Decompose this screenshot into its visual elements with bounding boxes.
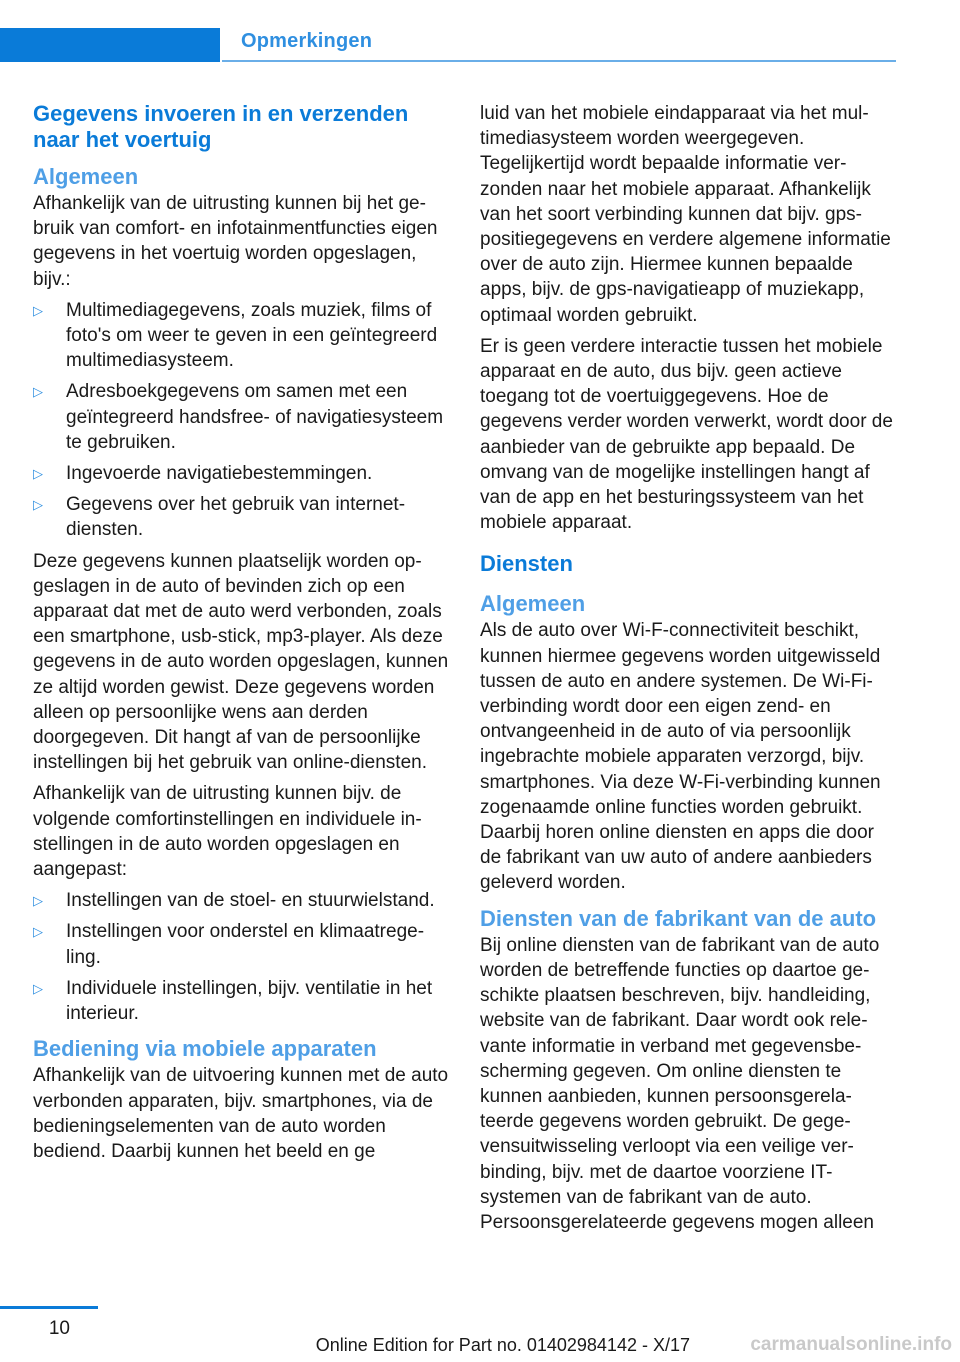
triangle-bullet-icon: ▷ xyxy=(33,893,43,909)
subheading-general: Algemeen xyxy=(480,591,586,617)
paragraph: luid van het mobiele eindapparaat via het multimediasysteem worden weergegeven. Tegelijkertijd wordt bepaalde informatie verzonden naar het mobiele apparaat. Afhankelijk van het soort verbinding kunnen dat bijv. gps-positiegegevens en verdere algemene informatie over de auto zijn. Hiermee kunnen bepaalde apps, bijv. de gps-navigatieapp of muziekapp, optimaal worden gebruikt. xyxy=(480,103,891,326)
list-item xyxy=(33,888,451,913)
heading-data-input: Gegevens invoeren in en verzenden naar het voertuig xyxy=(33,101,409,152)
paragraph: Deze gegevens kunnen plaatselijk worden opgeslagen in de auto of bevinden zich op een apparaat dat met de auto werd verbonden, zoals een smartphone, usb-stick, mp3-player. Als deze gegevens in de auto worden opgeslagen, kunnen ze altijd worden gewist. Deze gegevens worden alleen op persoonlijke wens aan derden doorgegeven. Dit hangt af van de persoonlijke instellingen bij het gebruik van online-diensten. xyxy=(33,550,449,774)
bullet-list-stored-data xyxy=(33,298,451,543)
header-accent-bar xyxy=(0,28,220,62)
list-item-text: Gegevens over het gebruik van internetdiensten. xyxy=(66,494,406,541)
triangle-bullet-icon: ▷ xyxy=(33,302,43,318)
right-column xyxy=(480,101,898,1241)
subheading-mobile-devices: Bediening via mobiele apparaten xyxy=(33,1036,377,1062)
paragraph: Bij online diensten van de fabrikant van de auto worden de betreffende functies op daartoe geschikte plaatsen beschreven, bijv. handleiding, website van de fabrikant. Daar wordt ook relevante informatie in verband met gegevensbescherming gegeven. Om online diensten te kunnen aanbieden, kunnen persoonsgerelateerde gegevens worden gebruikt. De gegevensuitwisseling verloopt via een veilige verbinding, bijv. met de daartoe voorziene IT-systemen van de fabrikant van de auto. Persoonsgerelateerde gegevens mogen alleen xyxy=(480,934,880,1233)
list-item xyxy=(33,919,451,969)
footer-accent-bar xyxy=(0,1306,98,1309)
list-item-text: Instellingen van de stoel- en stuurwielstand. xyxy=(66,890,435,912)
subheading-general: Algemeen xyxy=(33,164,139,189)
paragraph: Afhankelijk van de uitvoering kunnen met de auto verbonden apparaten, bijv. smartphones, via de bedieningselementen van de auto worden bediend. Daarbij kunnen het beeld en ge xyxy=(33,1065,449,1162)
paragraph: Afhankelijk van de uitrusting kunnen bij het gebruik van comfort- en infotainmentfuncties eigen gegevens in het voertuig worden opgeslagen, bijv.: xyxy=(33,193,438,290)
bullet-list-settings xyxy=(33,888,451,1026)
paragraph: Afhankelijk van de uitrusting kunnen bijv. de volgende comfortinstellingen en individuele instellingen in de auto worden opgeslagen en aangepast: xyxy=(33,783,422,881)
list-item-text: Instellingen voor onderstel en klimaatregeling. xyxy=(66,921,425,968)
list-item-text: Ingevoerde navigatiebestemmingen. xyxy=(66,463,373,485)
triangle-bullet-icon: ▷ xyxy=(33,466,43,482)
page-number: 10 xyxy=(48,1318,70,1339)
triangle-bullet-icon: ▷ xyxy=(33,497,43,513)
left-column xyxy=(33,101,451,1170)
watermark: carmanualsonline.info xyxy=(750,1334,952,1355)
list-item-text: Multimediagegevens, zoals muziek, films of foto's om weer te geven in een geïntegreerd multimediasysteem. xyxy=(66,299,438,372)
paragraph: Als de auto over Wi-F-connectiviteit beschikt, kunnen hiermee gegevens worden uitgewisseld tussen de auto en andere systemen. De Wi-Fi-verbinding wordt door een eigen zend- en ontvangeenheid in de auto of via persoonlijk ingebrachte mobiele apparaten verzorgd, bijv. smartphones. Via deze W-Fi-verbinding kunnen zogenaamde online functies worden gebruikt. Daarbij horen online diensten en apps die door de fabrikant van uw auto of andere aanbieders geleverd worden. xyxy=(480,620,881,894)
subheading-manufacturer-services: Diensten van de fabrikant van de auto xyxy=(480,905,877,931)
list-item xyxy=(33,976,451,1026)
triangle-bullet-icon: ▷ xyxy=(33,924,43,940)
section-title: Opmerkingen xyxy=(241,30,373,52)
list-item xyxy=(33,461,451,486)
edition-footer: Online Edition for Part no. 01402984142 - X/17 xyxy=(315,1335,690,1355)
triangle-bullet-icon: ▷ xyxy=(33,384,43,400)
paragraph: Er is geen verdere interactie tussen het mobiele apparaat en de auto, dus bijv. geen actieve toegang tot de voertuiggegevens. Hoe de gegevens verder worden verwerkt, wordt door de aanbieder van de gebruikte app bepaald. De omvang van de mogelijke instellingen hangt af van de app en het besturingssysteem van het mobiele apparaat. xyxy=(480,335,893,534)
list-item xyxy=(33,492,451,542)
list-item-text: Individuele instellingen, bijv. ventilatie in het interieur. xyxy=(66,977,433,1025)
list-item xyxy=(33,379,451,455)
list-item-text: Adresboekgegevens om samen met een geïntegreerd handsfree- of navigatiesysteem te gebruiken. xyxy=(66,381,444,453)
list-item xyxy=(33,298,451,374)
triangle-bullet-icon: ▷ xyxy=(33,980,43,996)
heading-services: Diensten xyxy=(480,551,573,577)
header-rule xyxy=(222,60,896,62)
